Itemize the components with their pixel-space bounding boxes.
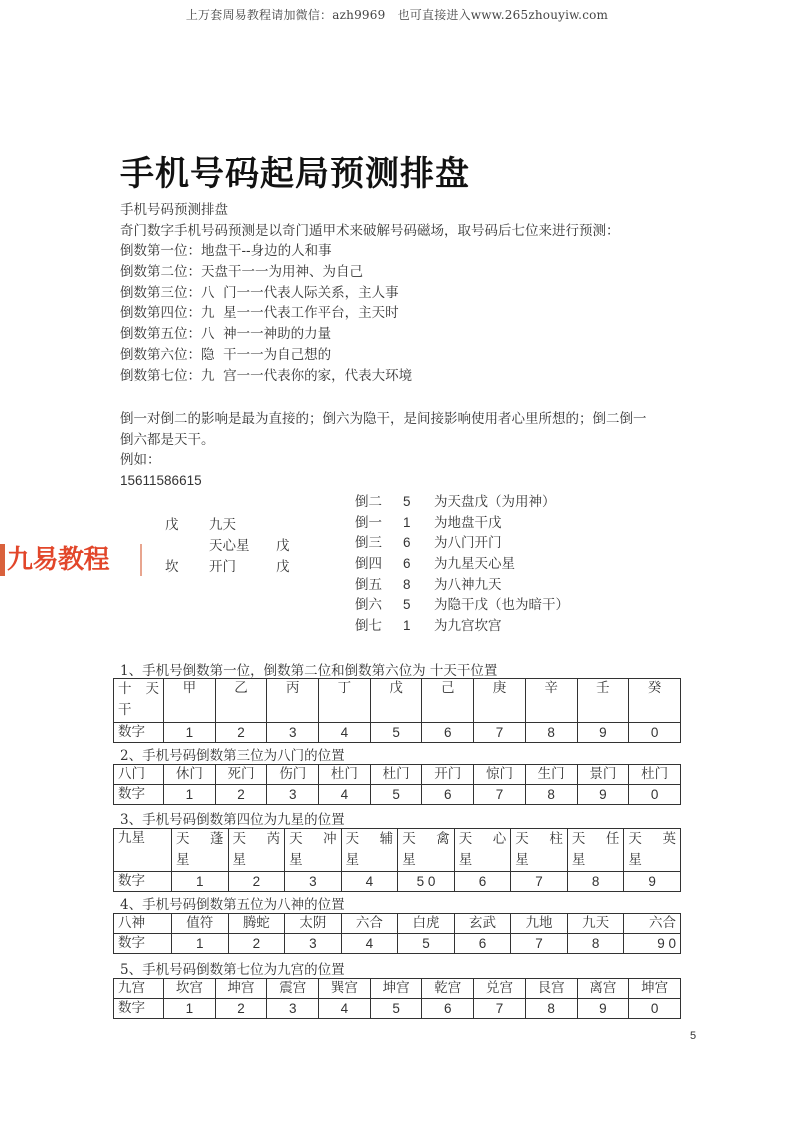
prediction-digit: 5	[403, 494, 411, 509]
table-header-cell: 九宫	[114, 979, 164, 999]
table-header-cell: 数字	[114, 785, 164, 805]
section-title-palaces: 5、手机号码倒数第七位为九宫的位置	[120, 962, 345, 978]
table-cell: 艮宫	[525, 979, 577, 999]
table-row	[114, 723, 681, 743]
table-cell: 3	[267, 723, 319, 743]
table-header-cell: 八神	[114, 914, 172, 934]
table-cell: 杜门	[629, 765, 681, 785]
prediction-list	[355, 492, 595, 637]
prediction-position: 倒五	[355, 576, 382, 593]
table-cell: 6	[422, 723, 474, 743]
table-eight-doors	[113, 764, 681, 805]
table-cell: 戊	[370, 679, 422, 723]
prediction-position: 倒七	[355, 618, 382, 635]
prediction-meaning: 为天盘戊（为用神）	[434, 494, 556, 510]
table-cell: 9	[577, 723, 629, 743]
table-cell: 九地	[511, 914, 568, 934]
prediction-row	[355, 513, 595, 534]
table-cell: 值符	[172, 914, 229, 934]
section-title-stems: 1、手机号倒数第一位，倒数第二位和倒数第六位为 十天干位置	[120, 663, 498, 679]
table-cell: 8	[525, 785, 577, 805]
table-row	[114, 765, 681, 785]
table-cell: 死门	[215, 765, 267, 785]
table-cell: 0	[629, 723, 681, 743]
table-cell: 庚	[474, 679, 526, 723]
table-cell: 7	[511, 934, 568, 954]
prediction-position: 倒三	[355, 535, 382, 552]
prediction-meaning: 为八神九天	[434, 576, 502, 593]
diagram-earth-stem: 戊	[276, 559, 290, 575]
table-cell: 坎宫	[164, 979, 216, 999]
table-cell: 天 辅 星	[341, 829, 398, 872]
example-number: 15611586615	[120, 473, 202, 489]
table-cell: 8	[567, 872, 624, 892]
prediction-position: 倒六	[355, 597, 382, 614]
prediction-position: 倒四	[355, 556, 382, 573]
table-cell: 0	[629, 999, 681, 1019]
table-cell: 7	[511, 872, 568, 892]
table-cell: 坤宫	[215, 979, 267, 999]
prediction-digit: 6	[403, 556, 411, 572]
table-cell: 离宫	[577, 979, 629, 999]
table-row	[114, 934, 681, 954]
table-cell: 开门	[422, 765, 474, 785]
table-cell: 杜门	[319, 765, 371, 785]
diagram-stem: 戊	[165, 517, 179, 533]
section-title-doors: 2、手机号码倒数第三位为八门的位置	[120, 748, 345, 764]
table-cell: 天 冲 星	[285, 829, 342, 872]
table-cell: 3	[285, 934, 342, 954]
prediction-meaning: 为九星天心星	[434, 556, 515, 573]
table-row	[114, 979, 681, 999]
table-header-cell: 数字	[114, 872, 172, 892]
table-cell: 8	[567, 934, 624, 954]
table-cell: 坤宫	[629, 979, 681, 999]
table-cell: 丁	[319, 679, 371, 723]
prediction-row	[355, 616, 595, 637]
table-cell: 天 禽 星	[398, 829, 455, 872]
table-cell: 乾宫	[422, 979, 474, 999]
table-cell: 7	[474, 999, 526, 1019]
table-row	[114, 829, 681, 872]
prediction-row	[355, 575, 595, 596]
table-cell: 己	[422, 679, 474, 723]
table-row	[114, 999, 681, 1019]
intro-line: 倒数第一位：地盘干--身边的人和事	[120, 243, 332, 260]
prediction-meaning: 为九宫坎宫	[434, 618, 502, 635]
table-cell: 天 蓬 星	[172, 829, 229, 872]
diagram-heaven-stem: 戊	[276, 538, 290, 554]
table-row	[114, 679, 681, 723]
note-line: 倒六都是天干。	[120, 431, 215, 448]
table-cell: 壬	[577, 679, 629, 723]
note-section	[120, 409, 647, 492]
prediction-row	[355, 533, 595, 554]
table-cell: 天 柱 星	[511, 829, 568, 872]
table-cell: 5	[370, 785, 422, 805]
prediction-meaning: 为八门开门	[434, 535, 502, 552]
table-cell: 2	[228, 934, 285, 954]
table-cell: 5	[370, 723, 422, 743]
intro-line: 手机号码预测排盘	[120, 202, 228, 218]
table-row	[114, 872, 681, 892]
table-cell: 天 心 星	[454, 829, 511, 872]
table-header-cell: 十 天 干	[114, 679, 164, 723]
intro-line: 倒数第三位：八 门一一代表人际关系，主人事	[120, 284, 399, 301]
diagram-door: 开门	[209, 559, 236, 575]
table-cell: 7	[474, 723, 526, 743]
table-nine-palaces	[113, 978, 681, 1019]
table-cell: 0	[629, 785, 681, 805]
table-cell: 天 任 星	[567, 829, 624, 872]
watermark-text: 上万套周易教程请加微信：azh9969 也可直接进入www.265zhouyiw.com	[185, 8, 609, 22]
prediction-meaning: 为隐干戊（也为暗干）	[434, 597, 569, 614]
table-cell: 3	[267, 785, 319, 805]
note-line: 倒一对倒二的影响是最为直接的；倒六为隐干，是间接影响使用者心里所想的；倒二倒一	[120, 411, 647, 427]
table-cell: 6	[454, 872, 511, 892]
intro-line: 奇门数字手机号码预测是以奇门遁甲术来破解号码磁场，取号码后七位来进行预测：	[120, 222, 620, 239]
table-cell: 伤门	[267, 765, 319, 785]
table-cell: 3	[285, 872, 342, 892]
table-cell: 4	[319, 723, 371, 743]
table-cell: 坤宫	[370, 979, 422, 999]
intro-line: 倒数第七位：九 宫一一代表你的家，代表大环境	[120, 367, 413, 384]
table-cell: 4	[319, 999, 371, 1019]
table-cell: 辛	[525, 679, 577, 723]
table-cell: 4	[341, 872, 398, 892]
table-cell: 6	[454, 934, 511, 954]
table-header-cell: 八门	[114, 765, 164, 785]
table-header-cell: 数字	[114, 723, 164, 743]
prediction-row	[355, 554, 595, 575]
logo: 九易教程	[0, 544, 142, 576]
table-cell: 1	[164, 999, 216, 1019]
diagram-palace: 坎	[165, 559, 179, 575]
table-cell: 5	[398, 934, 455, 954]
table-cell: 癸	[629, 679, 681, 723]
table-cell: 巽宫	[319, 979, 371, 999]
section-title-stars: 3、手机号码倒数第四位为九星的位置	[120, 812, 345, 828]
table-cell: 4	[341, 934, 398, 954]
prediction-digit: 8	[403, 576, 411, 592]
page-number: 5	[690, 1030, 697, 1042]
table-eight-deities	[113, 913, 681, 954]
table-cell: 兑宫	[474, 979, 526, 999]
intro-line: 倒数第五位：八 神一一神助的力量	[120, 326, 332, 343]
table-cell: 2	[228, 872, 285, 892]
table-cell: 甲	[164, 679, 216, 723]
table-cell: 7	[474, 785, 526, 805]
table-cell: 2	[215, 723, 267, 743]
table-cell: 六合	[341, 914, 398, 934]
prediction-digit: 1	[403, 618, 411, 634]
table-cell: 丙	[267, 679, 319, 723]
prediction-position: 倒二	[355, 494, 382, 510]
table-cell: 九天	[567, 914, 624, 934]
intro-line: 倒数第四位：九 星一一代表工作平台，主天时	[120, 305, 399, 322]
table-cell: 2	[215, 999, 267, 1019]
table-cell: 3	[267, 999, 319, 1019]
prediction-meaning: 为地盘干戊	[434, 514, 502, 531]
table-cell: 9	[624, 872, 681, 892]
table-cell: 5	[370, 999, 422, 1019]
table-cell: 玄武	[454, 914, 511, 934]
table-header-cell: 数字	[114, 999, 164, 1019]
table-cell: 乙	[215, 679, 267, 723]
table-cell: 4	[319, 785, 371, 805]
prediction-row	[355, 595, 595, 616]
table-cell: 2	[215, 785, 267, 805]
table-cell: 天 英 星	[624, 829, 681, 872]
table-cell: 震宫	[267, 979, 319, 999]
table-cell: 1	[172, 934, 229, 954]
table-cell: 太阴	[285, 914, 342, 934]
table-cell: 杜门	[370, 765, 422, 785]
intro-line: 倒数第六位：隐 干一一为自己想的	[120, 346, 332, 363]
table-cell: 6	[422, 999, 474, 1019]
table-cell: 天 芮 星	[228, 829, 285, 872]
intro-section	[120, 200, 620, 386]
prediction-digit: 1	[403, 514, 411, 530]
section-title-deities: 4、手机号码倒数第五位为八神的位置	[120, 897, 345, 913]
example-label: 例如：	[120, 452, 161, 469]
table-cell: 生门	[525, 765, 577, 785]
table-cell: 8	[525, 999, 577, 1019]
prediction-row	[355, 492, 595, 513]
prediction-digit: 5	[403, 597, 411, 613]
table-cell: 惊门	[474, 765, 526, 785]
table-cell: 5 0	[398, 872, 455, 892]
qimen-diagram	[165, 513, 315, 578]
prediction-digit: 6	[403, 535, 411, 551]
page-title: 手机号码起局预测排盘	[120, 154, 470, 194]
table-cell: 8	[525, 723, 577, 743]
table-header-cell: 九星	[114, 829, 172, 872]
table-heavenly-stems	[113, 678, 681, 743]
table-nine-stars	[113, 828, 681, 892]
table-cell: 9	[577, 999, 629, 1019]
table-cell: 1	[164, 785, 216, 805]
table-row	[114, 914, 681, 934]
diagram-deity: 九天	[209, 517, 236, 533]
table-cell: 9	[577, 785, 629, 805]
table-cell: 1	[164, 723, 216, 743]
table-cell: 景门	[577, 765, 629, 785]
prediction-position: 倒一	[355, 514, 382, 531]
diagram-star: 天心星	[209, 538, 250, 554]
table-cell: 休门	[164, 765, 216, 785]
table-cell: 白虎	[398, 914, 455, 934]
table-header-cell: 数字	[114, 934, 172, 954]
table-cell: 1	[172, 872, 229, 892]
table-cell: 6	[422, 785, 474, 805]
table-cell: 腾蛇	[228, 914, 285, 934]
intro-line: 倒数第二位：天盘干一一为用神、为自己	[120, 264, 363, 281]
table-cell: 六合	[624, 914, 681, 934]
table-cell: 9 0	[624, 934, 681, 954]
table-row	[114, 785, 681, 805]
